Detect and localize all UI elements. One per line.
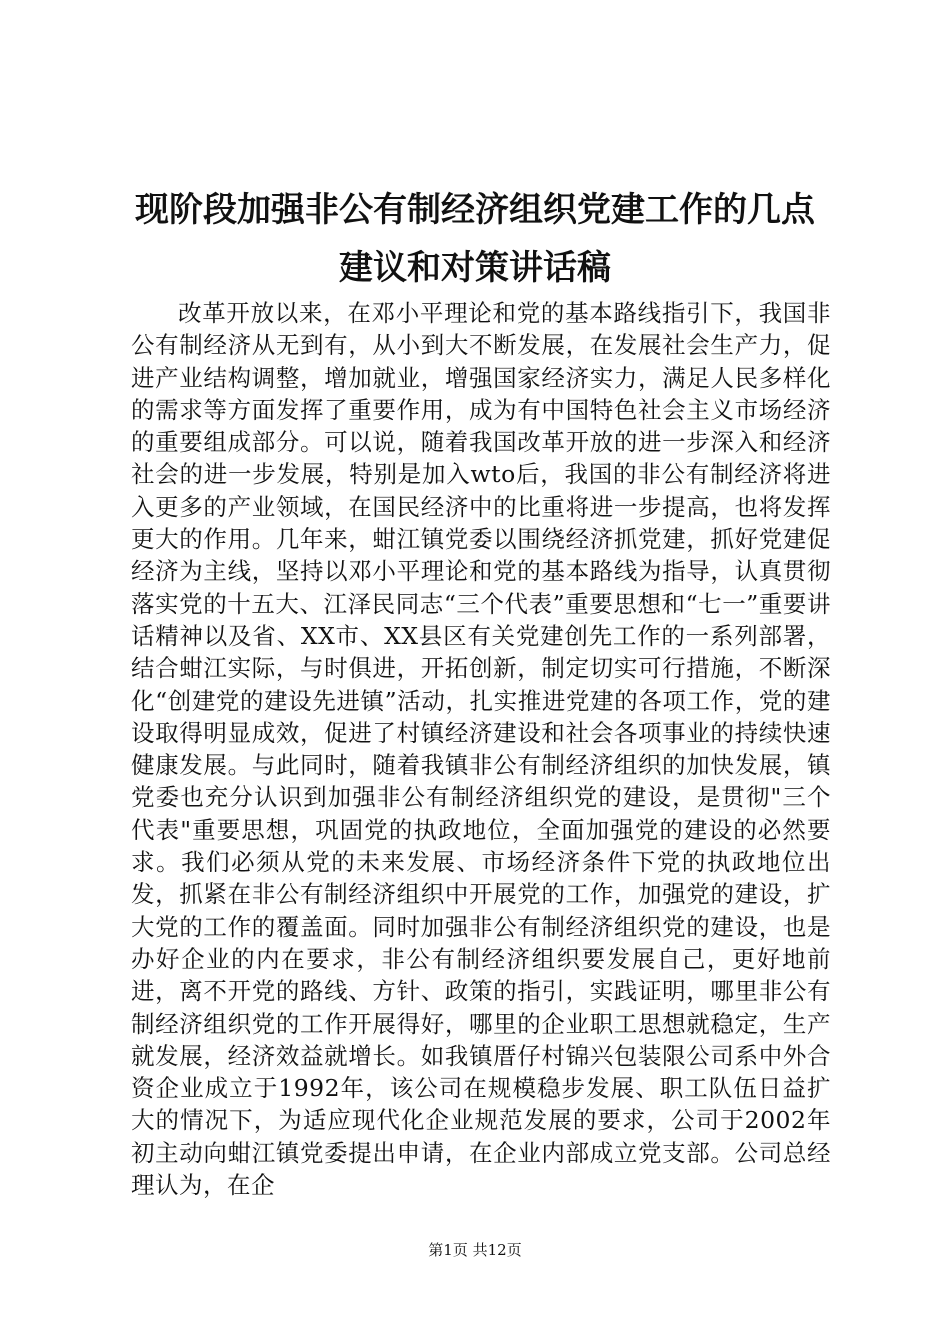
body-paragraph: 改革开放以来，在邓小平理论和党的基本路线指引下，我国非公有制经济从无到有，从小到大不断发展，在发展社会生产力，促进产业结构调整，增加就业，增强国家经济实力，满足人民多样化的需求等方面发挥了重要作用，成为有中国特色社会主义市场经济的重要组成部分。可以说，随着我国改革开放的进一步深入和经济社会的进一步发展，特别是加入wto后，我国的非公有制经济将进入更多的产业领域，在国民经济中的比重将进一步提高，也将发挥更大的作用。几年来，蚶江镇党委以围绕经济抓党建，抓好党建促经济为主线，坚持以邓小平理论和党的基本路线为指导，认真贯彻落实党的十五大、江泽民同志“三个代表”重要思想和“七一”重要讲话精神以及省、XX市、XX县区有关党建创先工作的一系列部署，结合蚶江实际，与时俱进，开拓创新，制定切实可行措施，不断深化“创建党的建设先进镇”活动，扎实推进党建的各项工作，党的建设取得明显成效，促进了村镇经济建设和社会各项事业的持续快速健康发展。与此同时，随着我镇非公有制经济组织的加快发展，镇党委也充分认识到加强非公有制经济组织党的建设，是贯彻"三个代表"重要思想，巩固党的执政地位，全面加强党的建设的必然要求。我们必须从党的未来发展、市场经济条件下党的执政地位出发，抓紧在非公有制经济组织中开展党的工作，加强党的建设，扩大党的工作的覆盖面。同时加强非公有制经济组织党的建设，也是办好企业的内在要求，非公有制经济组织要发展自己，更好地前进，离不开党的路线、方针、政策的指引，实践证明，哪里非公有制经济组织党的工作开展得好，哪里的企业职工思想就稳定，生产就发展，经济效益就增长。如我镇厝仔村锦兴包装限公司系中外合资企业成立于1992年，该公司在规模稳步发展、职工队伍日益扩大的情况下，为适应现代化企业规范发展的要求，公司于2002年初主动向蚶江镇党委提出申请，在企业内部成立党支部。公司总经理认为，在企 [131, 299, 831, 1200]
page-number: 第1页 共12页 [428, 1241, 522, 1259]
document-title-line-2: 建议和对策讲话稿 [339, 248, 611, 288]
document-title-line-1: 现阶段加强非公有制经济组织党建工作的几点 [135, 190, 815, 230]
